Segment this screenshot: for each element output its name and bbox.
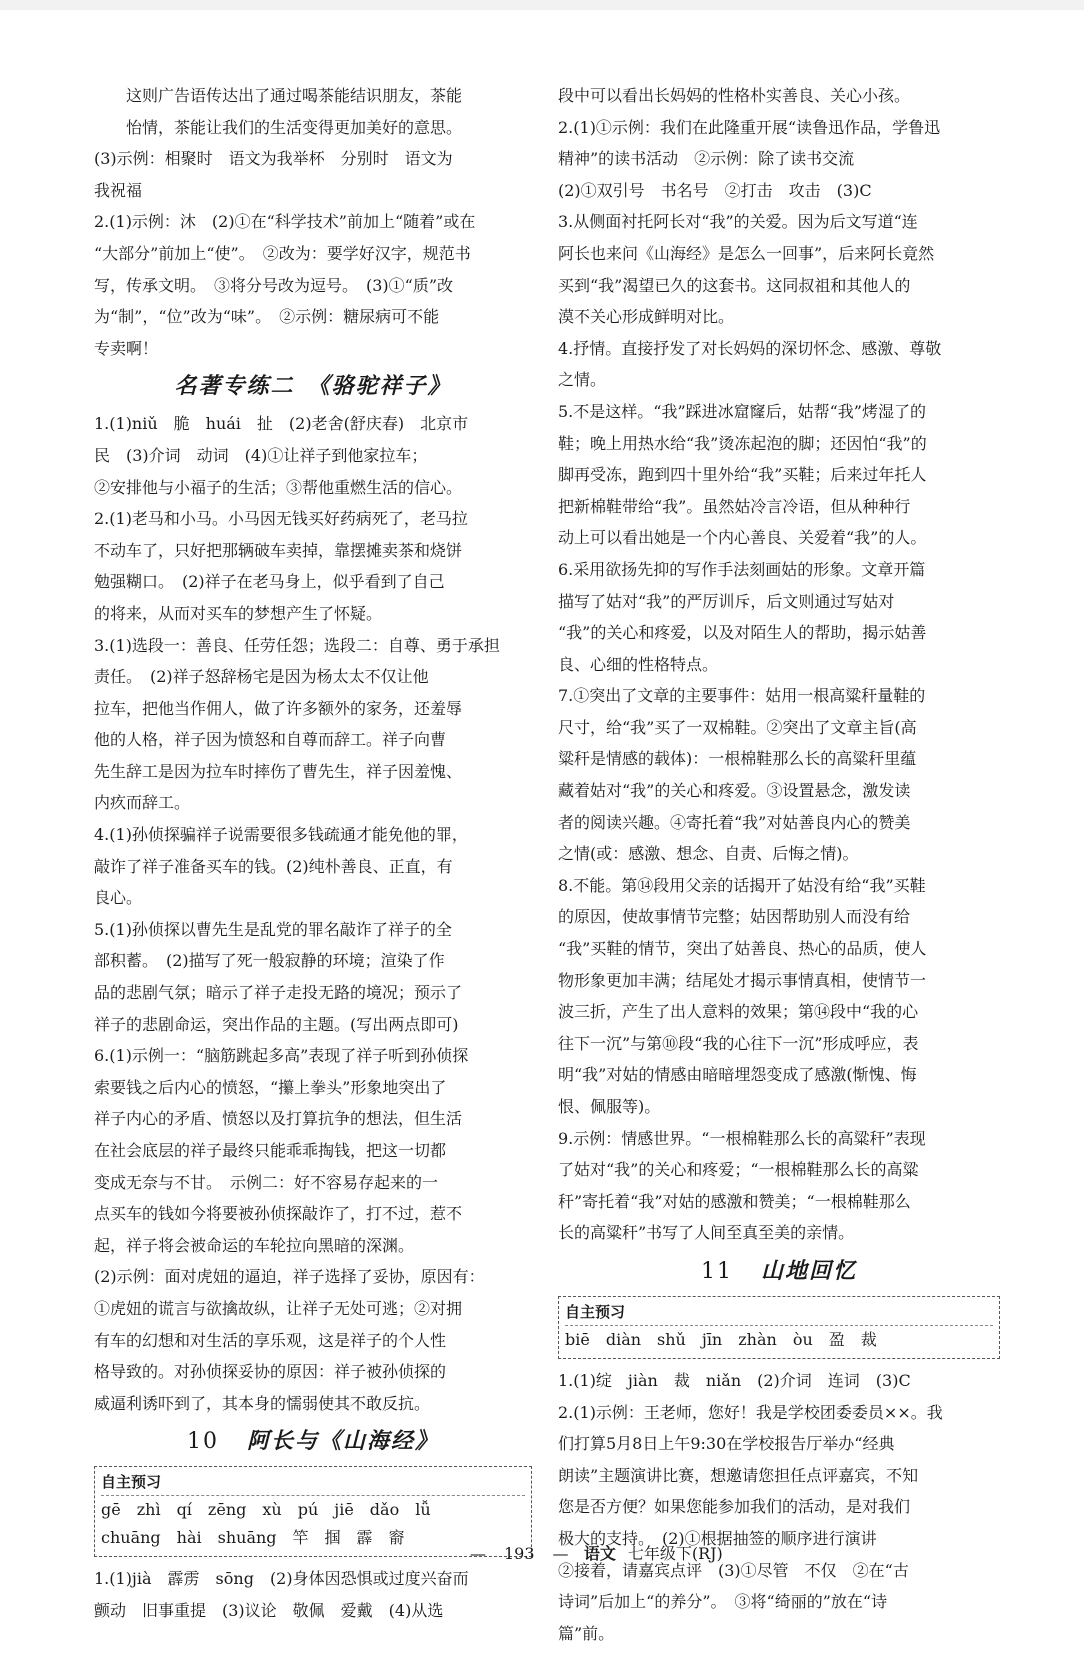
answer-line: 2.(1)示例：王老师，您好！我是学校团委委员××。我 — [558, 1402, 943, 1422]
answer-line: 们打算5月8日上午9:30在学校报告厅举办“经典 — [558, 1434, 895, 1454]
answer-line: 脚再受冻，跑到四十里外给“我”买鞋；后来过年托人 — [558, 465, 927, 485]
answer-line: 者的阅读兴趣。④寄托着“我”对姑善良内心的赞美 — [558, 812, 911, 832]
answer-line: 尺寸，给“我”买了一双棉鞋。②突出了文章主旨(高 — [558, 717, 917, 737]
answer-line: 极大的支持。 (2)①根据抽签的顺序进行演讲 — [558, 1528, 877, 1548]
answer-line: (3)示例：相聚时 语文为我举杯 分别时 语文为 — [94, 149, 453, 169]
answer-line: 责任。 (2)祥子怒辞杨宅是因为杨太太不仅让他 — [94, 667, 429, 687]
lesson-11-title — [558, 1251, 1000, 1292]
answer-line: 祥子的悲剧命运，突出作品的主题。(写出两点即可) — [94, 1014, 459, 1034]
camel-xiangzi-answers — [94, 408, 532, 1419]
answer-line: 1.(1)niǔ 脆 huái 扯 (2)老舍(舒庆春) 北京市 — [94, 414, 469, 434]
answer-line: 朗读”主题演讲比赛，想邀请您担任点评嘉宾，不知 — [558, 1465, 919, 1485]
answer-line: 1.(1)jià 霹雳 sōng (2)身体因恐惧或过度兴奋而 — [94, 1569, 469, 1589]
answer-line: 勉强糊口。 (2)祥子在老马身上，似乎看到了自己 — [94, 572, 445, 592]
answer-line: 敲诈了祥子准备买车的钱。(2)纯朴善良、正直，有 — [94, 856, 453, 876]
answer-line: 之情(或：感激、想念、自责、后悔之情)。 — [558, 844, 859, 864]
answer-line: 1.(1)绽 jiàn 裁 niǎn (2)介词 连词 (3)C — [558, 1370, 911, 1390]
answer-line: 精神”的读书活动 ②示例：除了读书交流 — [558, 149, 855, 169]
section-title-camel-xiangzi: 名著专练二 《骆驼祥子》 — [174, 373, 452, 400]
lesson-title: 阿长与《山海经》 — [246, 1428, 439, 1455]
answer-line: 阿长也来问《山海经》是怎么一回事”，后来阿长竟然 — [558, 243, 935, 263]
answer-line: 之情。 — [558, 370, 607, 390]
answer-line: 5.(1)孙侦探以曹先生是乱党的罪名敲诈了祥子的全 — [94, 919, 452, 939]
answer-line: 写，传承文明。 ③将分号改为逗号。 (3)①“质”改 — [94, 275, 454, 295]
answer-line: 在社会底层的祥子最终只能乖乖掏钱，把这一切都 — [94, 1141, 447, 1160]
answer-line: 物形象更加丰满；结尾处才揭示事情真相，使情节一 — [558, 970, 927, 990]
answer-line: 2.(1)老马和小马。小马因无钱买好药病死了，老马拉 — [94, 509, 468, 529]
footer-dash-left: — — [470, 1544, 486, 1563]
answer-line: 往下一沉”与第⑩段“我的心往下一沉”形成呼应，表 — [558, 1033, 919, 1053]
answer-line: 他的人格，祥子因为愤怒和自尊而辞工。祥子向曹 — [94, 730, 447, 750]
answer-line: “大部分”前加上“使”。 ②改为：要学好汉字，规范书 — [94, 243, 471, 263]
answer-line: 鞋；晚上用热水给“我”烫冻起泡的脚；还因怕“我”的 — [558, 433, 927, 453]
intro-block — [94, 80, 532, 206]
answer-line: 内疚而辞工。 — [94, 793, 191, 813]
answer-line: 格导致的。对孙侦探妥协的原因：祥子被孙侦探的 — [94, 1362, 447, 1382]
answer-line: 怡情，茶能让我们的生活变得更加美好的意思。 — [126, 117, 463, 137]
answer-line: 4.抒情。直接抒发了对长妈妈的深切怀念、感激、尊敬 — [558, 338, 942, 358]
answer-line: 品的悲剧气氛；暗示了祥子走投无路的境况；预示了 — [94, 983, 463, 1003]
answer-line: ①虎妞的谎言与欲擒故纵，让祥子无处可逃；②对拥 — [94, 1298, 463, 1318]
answer-line: 良心。 — [94, 888, 143, 908]
answer-line: 索要钱之后内心的愤怒，“攥上拳头”形象地突出了 — [94, 1077, 447, 1097]
lesson-number: 10 — [186, 1429, 219, 1455]
answer-line: 颤动 旧事重提 (3)议论 敬佩 爱戴 (4)从选 — [94, 1600, 444, 1620]
self-preview-heading: 自主预习 — [565, 1299, 993, 1326]
answer-line: 长的高粱秆”书写了人间至真至美的亲情。 — [558, 1223, 855, 1243]
answer-line: (2)①双引号 书名号 ②打击 攻击 (3)C — [558, 180, 872, 200]
left-column — [94, 80, 532, 1627]
lesson-10-answers-continued — [558, 80, 1000, 1249]
answer-line: 您是否方便？如果您能参加我们的活动，是对我们 — [558, 1497, 911, 1517]
answer-line: 威逼利诱吓到了，其本身的懦弱使其不敢反抗。 — [94, 1393, 431, 1413]
answer-line: “我”买鞋的情节，突出了姑善良、热心的品质，使人 — [558, 939, 927, 959]
answer-line: 秆”寄托着“我”对姑的感激和赞美；“一根棉鞋那么 — [558, 1191, 911, 1211]
self-preview-box-11 — [558, 1296, 1000, 1359]
pinyin-line-1: gē zhì qí zēng xù pú jiē dǎo lǚ — [101, 1500, 431, 1520]
right-column — [558, 80, 1000, 1649]
answer-line: 9.示例：情感世界。“一根棉鞋那么长的高粱秆”表现 — [558, 1128, 926, 1148]
grade-label: 七年级下(RJ) — [627, 1544, 723, 1563]
answer-line: 先生辞工是因为拉车时摔伤了曹先生，祥子因羞愧、 — [94, 761, 463, 781]
answer-line: 点买车的钱如今将要被孙侦探敲诈了，打不过，惹不 — [94, 1204, 463, 1224]
answer-line: 3.(1)选段一：善良、任劳任怨；选段二：自尊、勇于承担 — [94, 635, 500, 655]
self-preview-box-10 — [94, 1466, 532, 1557]
answer-line: 有车的幻想和对生活的享乐观，这是祥子的个人性 — [94, 1330, 447, 1350]
answer-line: 漠不关心形成鲜明对比。 — [558, 307, 735, 327]
answer-line: 恨、佩服等)。 — [558, 1097, 661, 1116]
answer-line: 6.(1)示例一：“脑筋跳起多高”表现了祥子听到孙侦探 — [94, 1046, 469, 1066]
answer-line: “我”的关心和疼爱，以及对陌生人的帮助，揭示姑善 — [558, 623, 927, 643]
page-footer — [470, 1542, 723, 1566]
answer-line: 明“我”对姑的情感由暗暗埋怨变成了感激(惭愧、悔 — [558, 1065, 917, 1085]
answer-line: 描写了姑对“我”的严厉训斥，后文则通过写姑对 — [558, 591, 895, 611]
answer-line: 我祝福 — [94, 180, 143, 200]
answer-line: 起，祥子将会被命运的车轮拉向黑暗的深渊。 — [94, 1235, 415, 1255]
answer-line: 篇”前。 — [558, 1623, 615, 1643]
subject-label: 语文 — [583, 1544, 616, 1563]
answer-line: 的原因，使故事情节完整；姑因帮助别人而没有给 — [558, 907, 911, 927]
answer-line: 了姑对“我”的关心和疼爱；“一根棉鞋那么长的高粱 — [558, 1160, 919, 1180]
answer-line: 动上可以看出她是一个内心善良、关爱着“我”的人。 — [558, 528, 927, 548]
answer-line: 为“制”，“位”改为“味”。 ②示例：糖尿病可不能 — [94, 307, 440, 327]
answer-line: 藏着姑对“我”的关心和疼爱。③设置悬念，激发读 — [558, 781, 911, 801]
self-preview-heading: 自主预习 — [101, 1469, 525, 1496]
question-2-block — [94, 206, 532, 364]
pinyin-line-2: chuāng hài shuāng 竿 掴 霹 窬 — [101, 1528, 405, 1548]
answer-line: 部积蓄。 (2)描写了死一般寂静的环境；渲染了作 — [94, 951, 445, 971]
lesson-11-answers — [558, 1365, 1000, 1649]
answer-line: 波三折，产生了出人意料的效果；第⑭段中“我的心 — [558, 1002, 919, 1022]
answer-line: 8.不能。第⑭段用父亲的话揭开了姑没有给“我”买鞋 — [558, 875, 926, 895]
answer-line: 7.①突出了文章的主要事件：姑用一根高粱秆量鞋的 — [558, 686, 926, 706]
answer-line: 诗词”后加上“的养分”。 ③将“绮丽的”放在“诗 — [558, 1592, 888, 1612]
answer-line: 拉车，把他当作佣人，做了许多额外的家务，还羞辱 — [94, 698, 463, 718]
page-number: 193 — [504, 1544, 535, 1563]
answer-line: 变成无奈与不甘。 示例二：好不容易存起来的一 — [94, 1172, 439, 1192]
answer-line: ②接着，请嘉宾点评 (3)①尽管 不仅 ②在“古 — [558, 1560, 909, 1580]
answer-line: 粱秆是情感的载体)：一根棉鞋那么长的高粱秆里蕴 — [558, 749, 917, 769]
answer-line: 5.不是这样。“我”踩进冰窟窿后，姑帮“我”烤湿了的 — [558, 401, 926, 421]
answer-line: 段中可以看出长妈妈的性格朴实善良、关心小孩。 — [558, 86, 911, 105]
answer-line: ②安排他与小福子的生活；③帮他重燃生活的信心。 — [94, 477, 463, 497]
answer-line: 专卖啊！ — [94, 338, 159, 358]
footer-dash-right: — — [552, 1544, 569, 1563]
answer-line: 不动车了，只好把那辆破车卖掉，靠摆摊卖茶和烧饼 — [94, 540, 463, 560]
scan-edge — [0, 0, 1084, 10]
lesson-10-title — [94, 1421, 532, 1462]
answer-line: 3.从侧面衬托阿长对“我”的关爱。因为后文写道“连 — [558, 212, 918, 232]
answer-line: 这则广告语传达出了通过喝茶能结识朋友，茶能 — [126, 86, 463, 105]
answer-line: 买到“我”渴望已久的这套书。这同叔祖和其他人的 — [558, 275, 911, 295]
answer-line: 的将来，从而对买车的梦想产生了怀疑。 — [94, 603, 383, 623]
lesson-number: 11 — [700, 1258, 733, 1284]
pinyin-line-1: biē diàn shǔ jīn zhàn òu 盈 裁 — [565, 1329, 877, 1349]
answer-line: 4.(1)孙侦探骗祥子说需要很多钱疏通才能免他的罪， — [94, 825, 468, 845]
answer-line: 把新棉鞋带给“我”。虽然姑冷言冷语，但从种种行 — [558, 496, 911, 516]
answer-line: 民 (3)介词 动词 (4)①让祥子到他家拉车； — [94, 445, 428, 465]
answer-line: 2.(1)示例：沐 (2)①在“科学技术”前加上“随着”或在 — [94, 212, 476, 232]
answer-line: 2.(1)①示例：我们在此隆重开展“读鲁迅作品，学鲁迅 — [558, 117, 941, 137]
answer-line: 6.采用欲扬先抑的写作手法刻画姑的形象。文章开篇 — [558, 559, 926, 579]
answer-line: 良、心细的性格特点。 — [558, 654, 719, 674]
answer-line: 祥子内心的矛盾、愤怒以及打算抗争的想法，但生活 — [94, 1109, 463, 1129]
lesson-10-answers — [94, 1563, 532, 1626]
answer-line: (2)示例：面对虎妞的逼迫，祥子选择了妥协，原因有： — [94, 1267, 485, 1287]
lesson-title: 山地回忆 — [760, 1257, 857, 1284]
